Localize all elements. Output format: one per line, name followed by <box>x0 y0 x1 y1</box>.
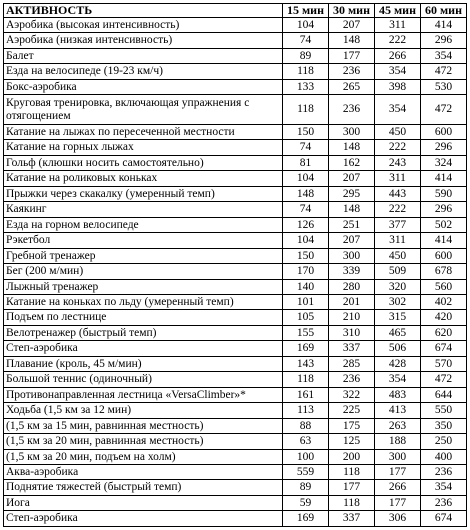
header-activity: АКТИВНОСТЬ <box>4 4 283 18</box>
table-row <box>4 186 467 201</box>
kcal-30-min: 236 <box>329 64 375 79</box>
kcal-45-min: 302 <box>375 295 421 310</box>
activity-cell: Аэробика (высокая интенсивность) <box>4 18 283 33</box>
kcal-15-min: 161 <box>283 387 329 402</box>
table-row <box>4 48 467 63</box>
table-row <box>4 356 467 371</box>
activity-cell: Катание на лыжах по пересеченной местности <box>4 125 283 140</box>
kcal-60-min: 678 <box>421 264 467 279</box>
table-row <box>4 325 467 340</box>
table-row <box>4 248 467 263</box>
kcal-45-min: 377 <box>375 217 421 232</box>
activity-cell: Поднятие тяжестей (быстрый темп) <box>4 480 283 495</box>
table-row <box>4 372 467 387</box>
kcal-30-min: 251 <box>329 217 375 232</box>
activity-cell: Каякинг <box>4 202 283 217</box>
table-row <box>4 418 467 433</box>
kcal-30-min: 201 <box>329 295 375 310</box>
kcal-15-min: 113 <box>283 403 329 418</box>
kcal-45-min: 354 <box>375 95 421 125</box>
kcal-30-min: 148 <box>329 140 375 155</box>
kcal-45-min: 354 <box>375 64 421 79</box>
kcal-30-min: 148 <box>329 202 375 217</box>
kcal-60-min: 296 <box>421 140 467 155</box>
kcal-60-min: 502 <box>421 217 467 232</box>
table-row <box>4 18 467 33</box>
activity-cell: (1,5 км за 20 мин, равнинная местность) <box>4 434 283 449</box>
activity-cell: Ходьба (1,5 км за 12 мин) <box>4 403 283 418</box>
kcal-15-min: 155 <box>283 325 329 340</box>
activity-cell: (1,5 км за 15 мин, равнинная местность) <box>4 418 283 433</box>
table-row <box>4 480 467 495</box>
table-row <box>4 233 467 248</box>
kcal-60-min: 674 <box>421 341 467 356</box>
activity-cell: Велотренажер (быстрый темп) <box>4 325 283 340</box>
kcal-15-min: 118 <box>283 95 329 125</box>
kcal-30-min: 207 <box>329 233 375 248</box>
kcal-15-min: 118 <box>283 64 329 79</box>
kcal-60-min: 250 <box>421 434 467 449</box>
activity-cell: Степ-аэробика <box>4 511 283 527</box>
activity-cell: Рэкетбол <box>4 233 283 248</box>
kcal-45-min: 263 <box>375 418 421 433</box>
activity-cell: Степ-аэробика <box>4 341 283 356</box>
table-row <box>4 464 467 479</box>
table-row <box>4 403 467 418</box>
table-row <box>4 434 467 449</box>
kcal-45-min: 450 <box>375 248 421 263</box>
kcal-30-min: 118 <box>329 495 375 510</box>
kcal-60-min: 402 <box>421 295 467 310</box>
kcal-45-min: 443 <box>375 186 421 201</box>
kcal-15-min: 74 <box>283 140 329 155</box>
kcal-15-min: 148 <box>283 186 329 201</box>
kcal-45-min: 311 <box>375 233 421 248</box>
kcal-30-min: 118 <box>329 464 375 479</box>
kcal-15-min: 74 <box>283 33 329 48</box>
activity-cell: Гольф (клюшки носить самостоятельно) <box>4 155 283 170</box>
kcal-60-min: 414 <box>421 18 467 33</box>
calorie-table <box>3 3 467 527</box>
kcal-60-min: 600 <box>421 125 467 140</box>
kcal-45-min: 320 <box>375 279 421 294</box>
activity-cell: Подъем по лестнице <box>4 310 283 325</box>
table-row <box>4 217 467 232</box>
kcal-60-min: 590 <box>421 186 467 201</box>
kcal-15-min: 126 <box>283 217 329 232</box>
activity-cell: Езда на горном велосипеде <box>4 217 283 232</box>
kcal-30-min: 162 <box>329 155 375 170</box>
activity-cell: Иога <box>4 495 283 510</box>
header-row <box>4 4 467 18</box>
activity-cell: Гребной тренажер <box>4 248 283 263</box>
kcal-45-min: 354 <box>375 372 421 387</box>
kcal-45-min: 450 <box>375 125 421 140</box>
kcal-60-min: 236 <box>421 464 467 479</box>
kcal-45-min: 188 <box>375 434 421 449</box>
kcal-30-min: 177 <box>329 48 375 63</box>
table-row <box>4 125 467 140</box>
kcal-15-min: 89 <box>283 48 329 63</box>
activity-cell: Балет <box>4 48 283 63</box>
activity-cell: Лыжный тренажер <box>4 279 283 294</box>
kcal-60-min: 354 <box>421 48 467 63</box>
kcal-15-min: 104 <box>283 18 329 33</box>
kcal-15-min: 105 <box>283 310 329 325</box>
activity-cell: Аэробика (низкая интенсивность) <box>4 33 283 48</box>
kcal-15-min: 63 <box>283 434 329 449</box>
table-row <box>4 310 467 325</box>
activity-cell: Плавание (кроль, 45 м/мин) <box>4 356 283 371</box>
kcal-45-min: 243 <box>375 155 421 170</box>
kcal-15-min: 101 <box>283 295 329 310</box>
header-60-min: 60 мин <box>421 4 467 18</box>
kcal-15-min: 169 <box>283 341 329 356</box>
kcal-30-min: 339 <box>329 264 375 279</box>
kcal-60-min: 414 <box>421 233 467 248</box>
kcal-45-min: 509 <box>375 264 421 279</box>
kcal-60-min: 530 <box>421 79 467 94</box>
kcal-30-min: 285 <box>329 356 375 371</box>
activity-cell: Круговая тренировка, включающая упражнения с отягощением <box>4 95 283 125</box>
kcal-30-min: 207 <box>329 171 375 186</box>
kcal-60-min: 414 <box>421 171 467 186</box>
kcal-15-min: 133 <box>283 79 329 94</box>
kcal-60-min: 674 <box>421 511 467 527</box>
kcal-30-min: 175 <box>329 418 375 433</box>
activity-cell: Прыжки через скакалку (умеренный темп) <box>4 186 283 201</box>
kcal-45-min: 177 <box>375 495 421 510</box>
kcal-30-min: 322 <box>329 387 375 402</box>
activity-cell: Аква-аэробика <box>4 464 283 479</box>
kcal-30-min: 125 <box>329 434 375 449</box>
kcal-60-min: 472 <box>421 64 467 79</box>
kcal-30-min: 236 <box>329 95 375 125</box>
kcal-60-min: 296 <box>421 33 467 48</box>
table-row <box>4 449 467 464</box>
kcal-60-min: 570 <box>421 356 467 371</box>
kcal-30-min: 200 <box>329 449 375 464</box>
kcal-45-min: 428 <box>375 356 421 371</box>
kcal-15-min: 74 <box>283 202 329 217</box>
table-row <box>4 155 467 170</box>
kcal-60-min: 296 <box>421 202 467 217</box>
kcal-30-min: 207 <box>329 18 375 33</box>
kcal-60-min: 354 <box>421 480 467 495</box>
kcal-15-min: 88 <box>283 418 329 433</box>
kcal-45-min: 300 <box>375 449 421 464</box>
kcal-60-min: 400 <box>421 449 467 464</box>
kcal-45-min: 266 <box>375 480 421 495</box>
kcal-45-min: 311 <box>375 171 421 186</box>
kcal-45-min: 315 <box>375 310 421 325</box>
kcal-30-min: 225 <box>329 403 375 418</box>
kcal-30-min: 300 <box>329 248 375 263</box>
table-row <box>4 79 467 94</box>
kcal-15-min: 81 <box>283 155 329 170</box>
kcal-45-min: 222 <box>375 202 421 217</box>
kcal-45-min: 483 <box>375 387 421 402</box>
header-45-min: 45 мин <box>375 4 421 18</box>
kcal-60-min: 472 <box>421 95 467 125</box>
kcal-30-min: 295 <box>329 186 375 201</box>
kcal-15-min: 89 <box>283 480 329 495</box>
kcal-30-min: 310 <box>329 325 375 340</box>
kcal-15-min: 150 <box>283 125 329 140</box>
table-row <box>4 264 467 279</box>
kcal-45-min: 413 <box>375 403 421 418</box>
activity-cell: Катание на коньках по льду (умеренный темп) <box>4 295 283 310</box>
kcal-15-min: 104 <box>283 171 329 186</box>
kcal-60-min: 236 <box>421 495 467 510</box>
kcal-45-min: 311 <box>375 18 421 33</box>
kcal-15-min: 143 <box>283 356 329 371</box>
kcal-30-min: 265 <box>329 79 375 94</box>
kcal-15-min: 59 <box>283 495 329 510</box>
table-row <box>4 279 467 294</box>
kcal-30-min: 280 <box>329 279 375 294</box>
activity-cell: Бег (200 м/мин) <box>4 264 283 279</box>
kcal-45-min: 398 <box>375 79 421 94</box>
activity-cell: Катание на роликовых коньках <box>4 171 283 186</box>
kcal-60-min: 550 <box>421 403 467 418</box>
table-row <box>4 140 467 155</box>
kcal-30-min: 337 <box>329 511 375 527</box>
activity-cell: Катание на горных лыжах <box>4 140 283 155</box>
activity-cell: Бокс-аэробика <box>4 79 283 94</box>
kcal-45-min: 222 <box>375 33 421 48</box>
kcal-60-min: 600 <box>421 248 467 263</box>
kcal-15-min: 100 <box>283 449 329 464</box>
kcal-45-min: 266 <box>375 48 421 63</box>
kcal-60-min: 350 <box>421 418 467 433</box>
kcal-15-min: 150 <box>283 248 329 263</box>
table-row <box>4 64 467 79</box>
table-row <box>4 387 467 402</box>
table-row <box>4 171 467 186</box>
header-30-min: 30 мин <box>329 4 375 18</box>
table-row <box>4 495 467 510</box>
table-row <box>4 295 467 310</box>
kcal-30-min: 177 <box>329 480 375 495</box>
kcal-60-min: 420 <box>421 310 467 325</box>
table-row <box>4 33 467 48</box>
kcal-15-min: 169 <box>283 511 329 527</box>
activity-cell: (1,5 км за 20 мин, подъем на холм) <box>4 449 283 464</box>
kcal-30-min: 148 <box>329 33 375 48</box>
table-row <box>4 95 467 125</box>
kcal-60-min: 560 <box>421 279 467 294</box>
header-15-min: 15 мин <box>283 4 329 18</box>
activity-cell: Большой теннис (одиночный) <box>4 372 283 387</box>
kcal-30-min: 236 <box>329 372 375 387</box>
table-row <box>4 511 467 527</box>
kcal-45-min: 177 <box>375 464 421 479</box>
kcal-15-min: 104 <box>283 233 329 248</box>
kcal-15-min: 140 <box>283 279 329 294</box>
kcal-30-min: 300 <box>329 125 375 140</box>
kcal-60-min: 644 <box>421 387 467 402</box>
kcal-30-min: 210 <box>329 310 375 325</box>
activity-cell: Езда на велосипеде (19-23 км/ч) <box>4 64 283 79</box>
table-row <box>4 341 467 356</box>
kcal-45-min: 506 <box>375 341 421 356</box>
kcal-15-min: 559 <box>283 464 329 479</box>
kcal-60-min: 472 <box>421 372 467 387</box>
kcal-45-min: 306 <box>375 511 421 527</box>
activity-cell: Противонаправленная лестница «VersaClimber»* <box>4 387 283 402</box>
kcal-30-min: 337 <box>329 341 375 356</box>
kcal-45-min: 222 <box>375 140 421 155</box>
kcal-15-min: 118 <box>283 372 329 387</box>
kcal-45-min: 465 <box>375 325 421 340</box>
kcal-15-min: 170 <box>283 264 329 279</box>
kcal-60-min: 620 <box>421 325 467 340</box>
kcal-60-min: 324 <box>421 155 467 170</box>
table-row <box>4 202 467 217</box>
